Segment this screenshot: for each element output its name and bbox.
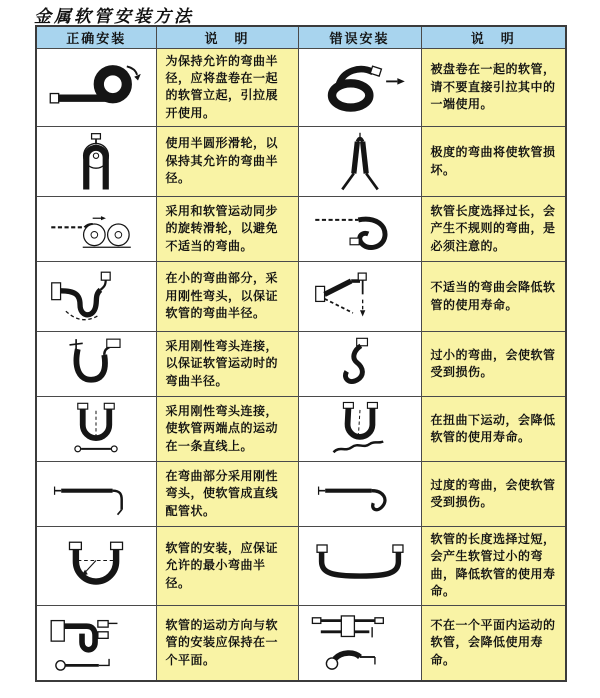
table-row — [36, 262, 566, 332]
table-row — [36, 527, 566, 606]
wrong-description: 不适当的弯曲会降低软管的使用寿命。 — [421, 262, 566, 332]
rigid-elbow-connection-u-hose-illustration — [40, 335, 152, 393]
hose-moving-under-twist-illustration — [304, 400, 416, 458]
header-correct-install: 正确安装 — [36, 26, 156, 48]
correct-description: 软管的安装，应保证允许的最小弯曲半径。 — [156, 527, 298, 606]
wrong-description: 被盘卷在一起的软管，请不要直接引拉其中的一端使用。 — [421, 48, 566, 127]
synchronized-rotating-pulleys-illustration — [40, 200, 152, 258]
wrong-description: 软管的长度选择过短，会产生软管过小的弯曲，降低软管的使用寿命。 — [421, 527, 566, 606]
movement-out-of-plane-illustration — [304, 609, 416, 677]
header-row — [36, 26, 566, 48]
header-correct-description: 说 明 — [156, 26, 298, 48]
header-wrong-install: 错误安装 — [298, 26, 421, 48]
correct-illustration-cell — [36, 332, 156, 397]
rigid-elbow-at-small-bend-illustration — [40, 266, 152, 328]
wrong-illustration-cell — [298, 48, 421, 127]
table-row — [36, 397, 566, 462]
wrong-illustration-cell — [298, 262, 421, 332]
correct-illustration-cell — [36, 605, 156, 681]
wrong-description: 软管长度选择过长，会产生不规则的弯曲，是必须注意的。 — [421, 197, 566, 262]
correct-description: 软管的运动方向与软管的安装应保持在一个平面。 — [156, 605, 298, 681]
table-row — [36, 48, 566, 127]
correct-illustration-cell — [36, 197, 156, 262]
wrong-description: 过度的弯曲，会使软管受到损伤。 — [421, 462, 566, 527]
table-row — [36, 127, 566, 197]
wrong-illustration-cell — [298, 462, 421, 527]
correct-illustration-cell — [36, 527, 156, 606]
table-row — [36, 332, 566, 397]
correct-illustration-cell — [36, 262, 156, 332]
correct-description: 采用刚性弯头连接，使软管两端点的运动在一条直线上。 — [156, 397, 298, 462]
straight-piping-with-rigid-elbow-illustration — [40, 465, 152, 523]
too-short-hose-shallow-u-illustration — [304, 534, 416, 598]
wrong-illustration-cell — [298, 527, 421, 606]
movement-in-same-plane-trap-illustration — [40, 609, 152, 677]
correct-description: 为保持允许的弯曲半径，应将盘卷在一起的软管立起，引拉展开使用。 — [156, 48, 298, 127]
table-row — [36, 462, 566, 527]
too-small-bend-hook-illustration — [304, 335, 416, 393]
wrong-illustration-cell — [298, 397, 421, 462]
wrong-description: 在扭曲下运动，会降低软管的使用寿命。 — [421, 397, 566, 462]
wrong-description: 不在一个平面内运动的软管，会降低使用寿命。 — [421, 605, 566, 681]
correct-description: 在弯曲部分采用刚性弯头，使软管成直线配管状。 — [156, 462, 298, 527]
overlong-hose-irregular-bend-illustration — [304, 200, 416, 258]
coiled-hose-stood-upright-illustration — [40, 53, 152, 121]
coiled-hose-pulled-from-end-illustration — [304, 53, 416, 121]
improper-bend-illustration — [304, 266, 416, 328]
wrong-illustration-cell — [298, 605, 421, 681]
minimum-bend-radius-u-illustration — [40, 534, 152, 598]
table-row — [36, 605, 566, 681]
wrong-illustration-cell — [298, 127, 421, 197]
correct-description: 采用刚性弯头连接，以保证软管运动时的弯曲半径。 — [156, 332, 298, 397]
hose-extreme-sharp-bend-illustration — [304, 131, 416, 193]
page-title: 金属软管安装方法 — [34, 7, 194, 26]
correct-illustration-cell — [36, 48, 156, 127]
wrong-illustration-cell — [298, 332, 421, 397]
wrong-description: 极度的弯曲将使软管损坏。 — [421, 127, 566, 197]
correct-illustration-cell — [36, 127, 156, 197]
correct-illustration-cell — [36, 462, 156, 527]
hose-installation-table — [35, 25, 567, 682]
excessive-bend-at-elbow-illustration — [304, 465, 416, 523]
header-wrong-description: 说 明 — [421, 26, 566, 48]
wrong-description: 过小的弯曲，会使软管受到损伤。 — [421, 332, 566, 397]
u-hose-ends-on-straight-line-illustration — [40, 400, 152, 458]
hose-over-semicircular-pulley-illustration — [40, 131, 152, 193]
table-row — [36, 197, 566, 262]
correct-illustration-cell — [36, 397, 156, 462]
wrong-illustration-cell — [298, 197, 421, 262]
correct-description: 使用半圆形滑轮，以保持其允许的弯曲半径。 — [156, 127, 298, 197]
correct-description: 在小的弯曲部分，采用刚性弯头，以保证软管的弯曲半径。 — [156, 262, 298, 332]
correct-description: 采用和软管运动同步的旋转滑轮，以避免不适当的弯曲。 — [156, 197, 298, 262]
